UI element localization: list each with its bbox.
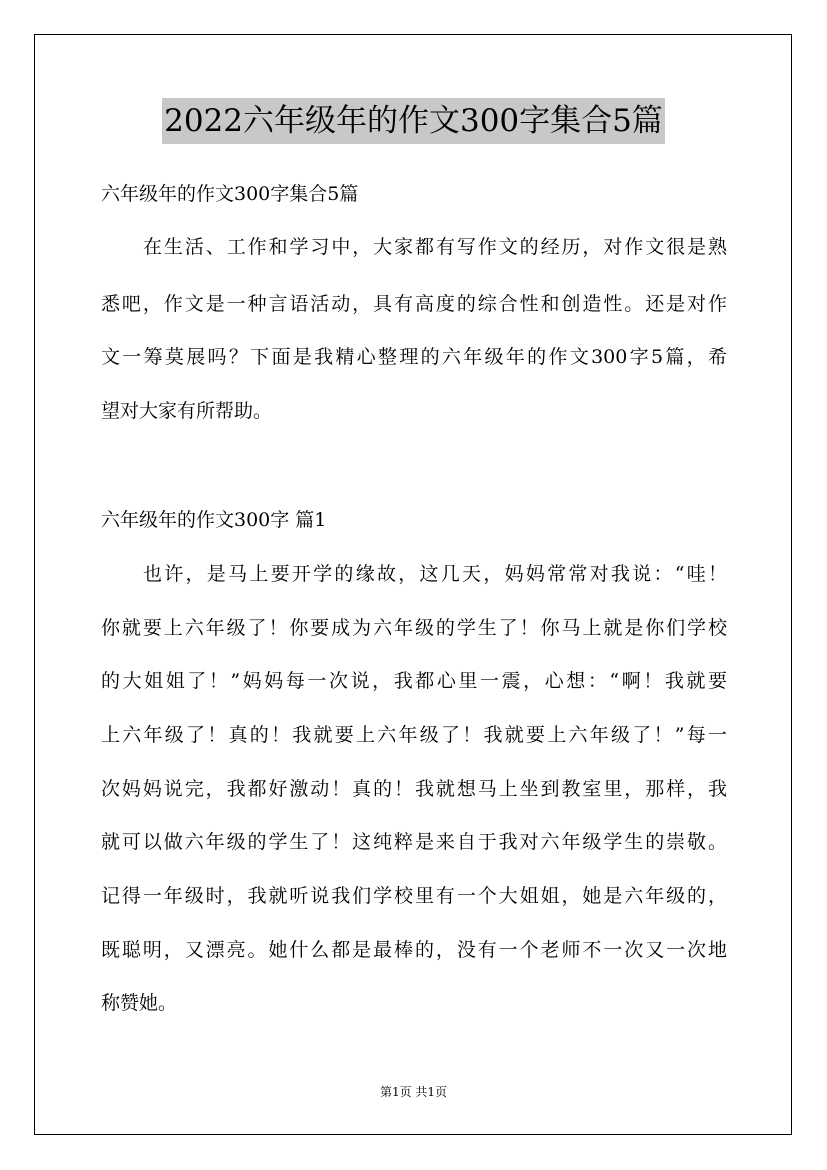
intro-line: 望对大家有所帮助。 [101,400,273,422]
body-line: 就可以做六年级的学生了！这纯粹是来自于我对六年级学生的崇敬。 [101,831,727,853]
intro-line: 文一筹莫展吗？下面是我精心整理的六年级年的作文300字5篇，希 [101,346,727,368]
body-line: 次妈妈说完，我都好激动！真的！我就想马上坐到教室里，那样，我 [101,778,727,800]
body-line: 记得一年级时，我就听说我们学校里有一个大姐姐，她是六年级的， [101,885,727,907]
body-line: 你就要上六年级了！你要成为六年级的学生了！你马上就是你们学校 [101,617,727,639]
section-heading: 六年级年的作文300字 篇1 [101,509,327,531]
body-line: 的大姐姐了！”妈妈每一次说，我都心里一震，心想：“啊！我就要 [101,670,727,692]
intro-line: 悉吧，作文是一种言语活动，具有高度的综合性和创造性。还是对作 [101,293,727,315]
intro-line: 在生活、工作和学习中，大家都有写作文的经历，对作文很是熟 [143,236,727,258]
page-footer: 第1页 共1页 [379,1085,448,1099]
document-title: 2022六年级年的作文300字集合5篇 [162,98,665,144]
body-line: 上六年级了！真的！我就要上六年级了！我就要上六年级了！”每一 [101,724,727,746]
document-subtitle: 六年级年的作文300字集合5篇 [101,183,359,205]
body-line: 也许，是马上要开学的缘故，这几天，妈妈常常对我说：“哇！ [143,563,727,585]
body-line: 称赞她。 [101,992,178,1014]
body-line: 既聪明，又漂亮。她什么都是最棒的，没有一个老师不一次又一次地 [101,939,727,961]
document-title-wrap [0,98,827,144]
